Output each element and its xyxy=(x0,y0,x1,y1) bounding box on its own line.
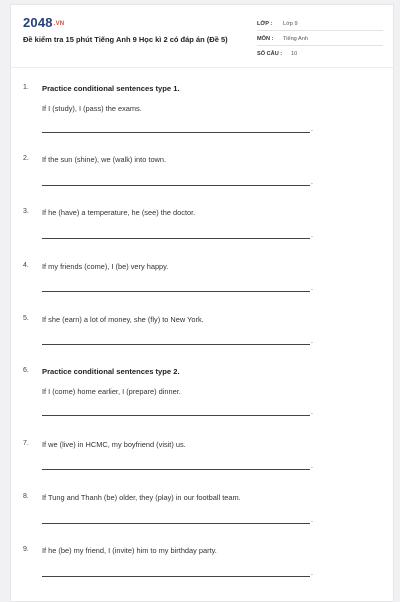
question-text: If Tung and Thanh (be) older, they (play) in our football team. xyxy=(42,493,241,502)
question-text: If he (have) a temperature, he (see) the doctor. xyxy=(42,208,196,217)
section-heading: Practice conditional sentences type 1. xyxy=(42,84,180,93)
answer-line[interactable] xyxy=(42,415,310,416)
site-logo[interactable] xyxy=(23,15,64,30)
answer-line[interactable] xyxy=(42,469,310,470)
document-title: Đề kiểm tra 15 phút Tiếng Anh 9 Học kì 2 có đáp án (Đề 5) xyxy=(23,35,228,44)
answer-line[interactable] xyxy=(42,238,310,239)
section-heading: Practice conditional sentences type 2. xyxy=(42,367,180,376)
answer-line[interactable] xyxy=(42,523,310,524)
question-text: If we (live) in HCMC, my boyfriend (visit) us. xyxy=(42,440,186,449)
answer-line[interactable] xyxy=(42,185,310,186)
question-number: 7. xyxy=(23,440,29,447)
meta-count-key: SỐ CÂU : xyxy=(257,51,283,57)
question-number: 1. xyxy=(23,84,29,91)
question-number: 5. xyxy=(23,315,29,322)
worksheet-page xyxy=(10,4,394,602)
question-text: If the sun (shine), we (walk) into town. xyxy=(42,155,167,164)
answer-line[interactable] xyxy=(42,291,310,292)
meta-class-key: LỚP : xyxy=(257,21,273,27)
question-number: 6. xyxy=(23,367,29,374)
meta-divider xyxy=(257,45,383,46)
worksheet-header xyxy=(11,5,393,67)
question-text: If she (earn) a lot of money, she (fly) to New York. xyxy=(42,315,204,324)
question-number: 3. xyxy=(23,208,29,215)
question-text: If I (study), I (pass) the exams. xyxy=(42,104,142,113)
answer-line[interactable] xyxy=(42,344,310,345)
question-number: 2. xyxy=(23,155,29,162)
question-number: 8. xyxy=(23,493,29,500)
question-number: 4. xyxy=(23,262,29,269)
header-divider xyxy=(11,67,393,68)
question-text: If he (be) my friend, I (invite) him to my birthday party. xyxy=(42,546,217,555)
question-text: If my friends (come), I (be) very happy. xyxy=(42,262,169,271)
meta-subject-key: MÔN : xyxy=(257,36,274,42)
question-text: If I (come) home earlier, I (prepare) dinner. xyxy=(42,387,181,396)
meta-count-value: 10 xyxy=(291,51,298,57)
answer-line[interactable] xyxy=(42,576,310,577)
logo-suffix: .VN xyxy=(53,21,65,27)
answer-line[interactable] xyxy=(42,132,310,133)
question-number: 9. xyxy=(23,546,29,553)
meta-subject-value: Tiếng Anh xyxy=(283,36,308,42)
logo-text: 2048 xyxy=(23,15,53,30)
meta-class-value: Lớp 9 xyxy=(283,21,298,27)
meta-divider xyxy=(257,30,383,31)
